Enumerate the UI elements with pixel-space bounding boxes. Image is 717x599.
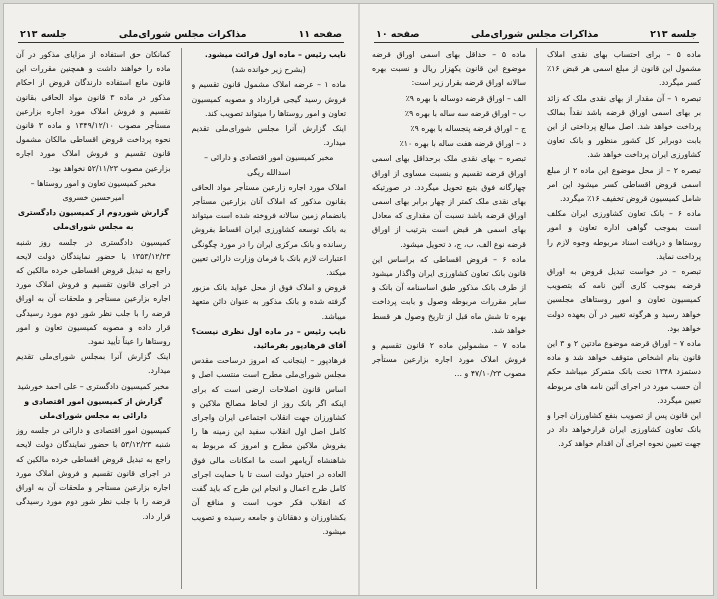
- paragraph: (بشرح زیر خوانده شد): [231, 65, 306, 75]
- paragraph: اینک گزارش آنرا بمجلس شورای‌ملی تقدیم میدارد.: [16, 352, 171, 376]
- paragraph: گزارش از کمیسیون امور اقتصادی و دارائی به مجلس شورای‌ملی: [24, 396, 163, 421]
- right-page-header: [374, 26, 699, 43]
- paragraph: مخبر کمیسیون امور اقتصادی و دارائی – اسدالله ریگی: [204, 153, 334, 177]
- header-title: مذاکرات مجلس شورای‌ملی: [471, 28, 599, 40]
- paragraph: تبصره ۲ – از محل موضوع این ماده ۲ از مبلغ اسمی قروض اقساطی کسر میشود این امر شامل کمیسیون قروض تخفیف ۱۶٪ میگردد.: [547, 165, 701, 204]
- header-title: مذاکرات مجلس شورای‌ملی: [118, 28, 247, 40]
- paragraph: قروض و املاک فوق از محل عواید بانک مزبور گرفته شده و بانک مذکور به عنوان دائن متعهد میباشد.: [191, 283, 346, 321]
- paragraph: کمیسیون امور اقتصادی و دارائی در جلسه روز شنبه ۵۳/۱۲/۲۳ با حضور نمایندگان دولت لایحه راجع به تبدیل قروض اقساطی خرده مالکین که در اجرای قانون تقسیم و فروش املاک مورد اجاره بزارعین مستأجر و ملحقات آن به اوراق قرضه را با جلب نظر شور دوم مورد رسیدگی قرار داد.: [16, 426, 171, 521]
- paragraph: ماده ۱ – عرضه املاک مشمول قانون تقسیم و فروش رسید گیجی قرارداد و مصوبه کمیسیون تعاون و امور روستاها را میتواند تصویب کند.: [191, 80, 346, 118]
- text-column: [547, 48, 701, 589]
- paragraph: این قانون پس از تصویب بنفع کشاورزان اجرا و بانک تعاون کشاورزی ایران قرارخواهد داد در جهت تعیین نحوه اجرای آن اقدام خواهد کرد.: [547, 411, 701, 449]
- text-column: [192, 48, 347, 589]
- paragraph: اینک گزارش آنرا مجلس شورای‌ملی تقدیم میدارد.: [191, 124, 346, 148]
- paragraph: د – اوراق قرضه هفت ساله با بهره ۱۰٪: [399, 139, 526, 149]
- paragraph: الف – اوراق قرضه دوساله با بهره ۹٪: [405, 93, 526, 103]
- paragraph: ماده ۶ – بانک تعاون کشاورزی ایران مکلف است بموجب گواهی اداره تعاون و امور روستاها و دریافت اسناد مربوطه وجوه لازم را پرداخت نماید.: [547, 209, 701, 261]
- text-column: [16, 48, 171, 589]
- paragraph: ب – اوراق قرضه سه ساله با بهره ۹٪: [404, 108, 526, 118]
- left-page-header: [18, 26, 344, 43]
- paragraph: ماده ۷ – مشمولین ماده ۲ قانون تقسیم و فروش املاک مورد اجاره بزارعین مستأجر مصوب ۴۷/۱۰/۲۳ و …: [372, 341, 526, 379]
- paragraph: تبصره – در خواست تبدیل قروض به اوراق قرضه بموجب کاری آئین نامه که بتصویب کمیسیون تعاون و امور روستاهای مجلسین خواهد رسید و هرگونه تغییر در آن بعهده دولت خواهد بود.: [547, 267, 701, 333]
- book-spread: [4, 4, 713, 595]
- page-number: صفحه ۱۱: [298, 28, 342, 40]
- paragraph: نایب رئیس – ماده اول قرائت میشود.: [204, 50, 346, 59]
- paragraph: کمیسیون دادگستری در جلسه روز شنبه ۱۳۵۳/۱۲/۲۳ با حضور نمایندگان دولت لایحه راجع به تبدیل قروض اقساطی خرده مالکین که در اجرای قانون تقسیم و فروش املاک مورد اجاره بزارعین مستأجر و ملحقات آن به اوراق قرضه را با جلب نظر شور دوم مورد رسیدگی قرار داده و مصوبه کمیسیون تعاون و امور روستاها را عیناً تأیید نمود.: [16, 237, 171, 347]
- paragraph: تبصره ۱ – آن مقدار از بهای نقدی ملک که زائد بر بهای اسمی اوراق قرضه باشد نقداً بمالک پرداخت خواهد شد. اصل مبالغ پرداختی از این بابت دوبرابر کل کشور منظور و بانک تعاون کشاورزی ایران پرداخت خواهد شد.: [547, 93, 701, 160]
- paragraph: کمانکان حق استفاده از مزایای مذکور در آن ماده را خواهند داشت و همچنین مقررات این قانون مانع استفاده دارندگان قروض از احکام مذکور در ماده ۳ قانون مواد الحاقی بقانون تقسیم و فروش املاک مورد اجاره بزارعین مستأجر مصوب ۱۳۴۹/۱۲/۱۰ و ماده ۳ قانون نحوه پرداخت قروض اقساطی مالکان مشمول قانون تقسیم و فروش املاک مورد اجاره بزارعین مصوب ۵۲/۱۱/۲۳ نخواهد بود.: [16, 50, 171, 173]
- paragraph: تبصره – بهای نقدی ملک برحداقل بهای اسمی اوراق قرضه تقسیم و بنسبت مساوی از اوراق چهارگانه فوق بتبع تحویل میگردد. در صورتیکه بهای نقدی ملک کمتر از چهار برابر بهای اسمی اوراق قرضه باشد نسبت آن مقداری که معادل بهای اسمی هر قبض است بترتیب از اوراق قرضه نوع الف، ب، ج، د تحویل میشود.: [372, 154, 526, 249]
- paragraph: ماده ۷ – اوراق قرضه موضوع مادتین ۲ و ۳ این قانون بنام اشخاص متوقف خواهد شد و ماده دستمزد ۱۳۴۸ تحت بانک متمرکز میباشد حکم آن حسب مورد در اجرای آئین نامه های مربوطه تعیین میگردد.: [547, 339, 701, 405]
- left-page: [4, 4, 358, 595]
- column-divider: [181, 48, 182, 589]
- paragraph: املاک مورد اجاره زارعین مستأجر مواد الحاقی بقانون مذکور که املاک آنان بزارعین مستأجر بانضمام زمین سالانه فروخته شده است میتواند به بانک توسعه کشاورزی ایران اقساط بفروش رسانده و بانک مرکزی ایران را در مورد چگونگی اعتبارات لازم بانک با فرمان وزارت دارائی تعیین میکند.: [191, 182, 346, 278]
- left-page-columns: [16, 48, 346, 589]
- text-column: [372, 48, 526, 589]
- right-page: [360, 4, 713, 595]
- column-divider: [536, 48, 537, 589]
- page-number: صفحه ۱۰: [376, 28, 420, 40]
- paragraph: مخبر کمیسیون دادگستری – علی احمد خورشید: [17, 381, 170, 391]
- paragraph: مخبر کمیسیون تعاون و امور روستاها – امیرحسین خسروی: [30, 178, 156, 203]
- paragraph: فرهادپور – اینجانب که امروز درساحت مقدس مجلس شورای‌ملی مطرح است منتسب اصل و اساس قانون اصلاحات ارضی است که برای اینکه اگر بانک روز از لحاظ مصالح ملاکین و کشاورزان جهت انقلاب اجتماعی ایران واجرای کامل اصل اول انقلاب سفید این زمینه ها را بفروش ملاکین مطرح و امروز که مربوط به شاهنشاه آریامهر است ما امکانات مالی فوق العاده در اختیار دولت است تا با حمایت اجرای کامل طرح اعمال و انجام این طرح که باید گفت که انقلاب فکر خوب است و منافع آن بکشاورزان و دهقانان و جامعه رسیده و تصویب میشود.: [191, 356, 346, 536]
- paragraph: ج – اوراق قرضه پنجساله با بهره ۹٪: [410, 124, 526, 134]
- paragraph: ماده ۵ – برای احتساب بهای نقدی املاک مشمول این قانون از مبلغ اسمی هر قبض ۱۶٪ کسر میگردد.: [547, 50, 701, 88]
- paragraph: ماده ۵ – حداقل بهای اسمی اوراق قرضه موضوع این قانون یکهزار ریال و نسبت بهره سالانه اوراق قرضه بقرار زیر است:: [372, 50, 526, 88]
- right-page-columns: [372, 48, 701, 589]
- paragraph: نایب رئیس – در ماده اول نظری نیست؟ آقای فرهادپور بفرمائید.: [191, 326, 346, 351]
- session-number: جلسه ۲۱۳: [20, 28, 67, 40]
- paragraph: گزارش شوردوم از کمیسیون دادگستری به مجلس شورای‌ملی: [17, 208, 169, 232]
- paragraph: ماده ۶ – قروض اقساطی که براساس این قانون بانک تعاون کشاورزی ایران واگذار میشود از طرف بانک مذکور طبق اساسنامه آن بانک و سایر مقررات مربوطه وصول و بابت پرداخت بهره تا شش ماه قبل از تاریخ وصول هر قسط خواهد شد.: [372, 254, 526, 335]
- session-number: جلسه ۲۱۳: [650, 28, 697, 40]
